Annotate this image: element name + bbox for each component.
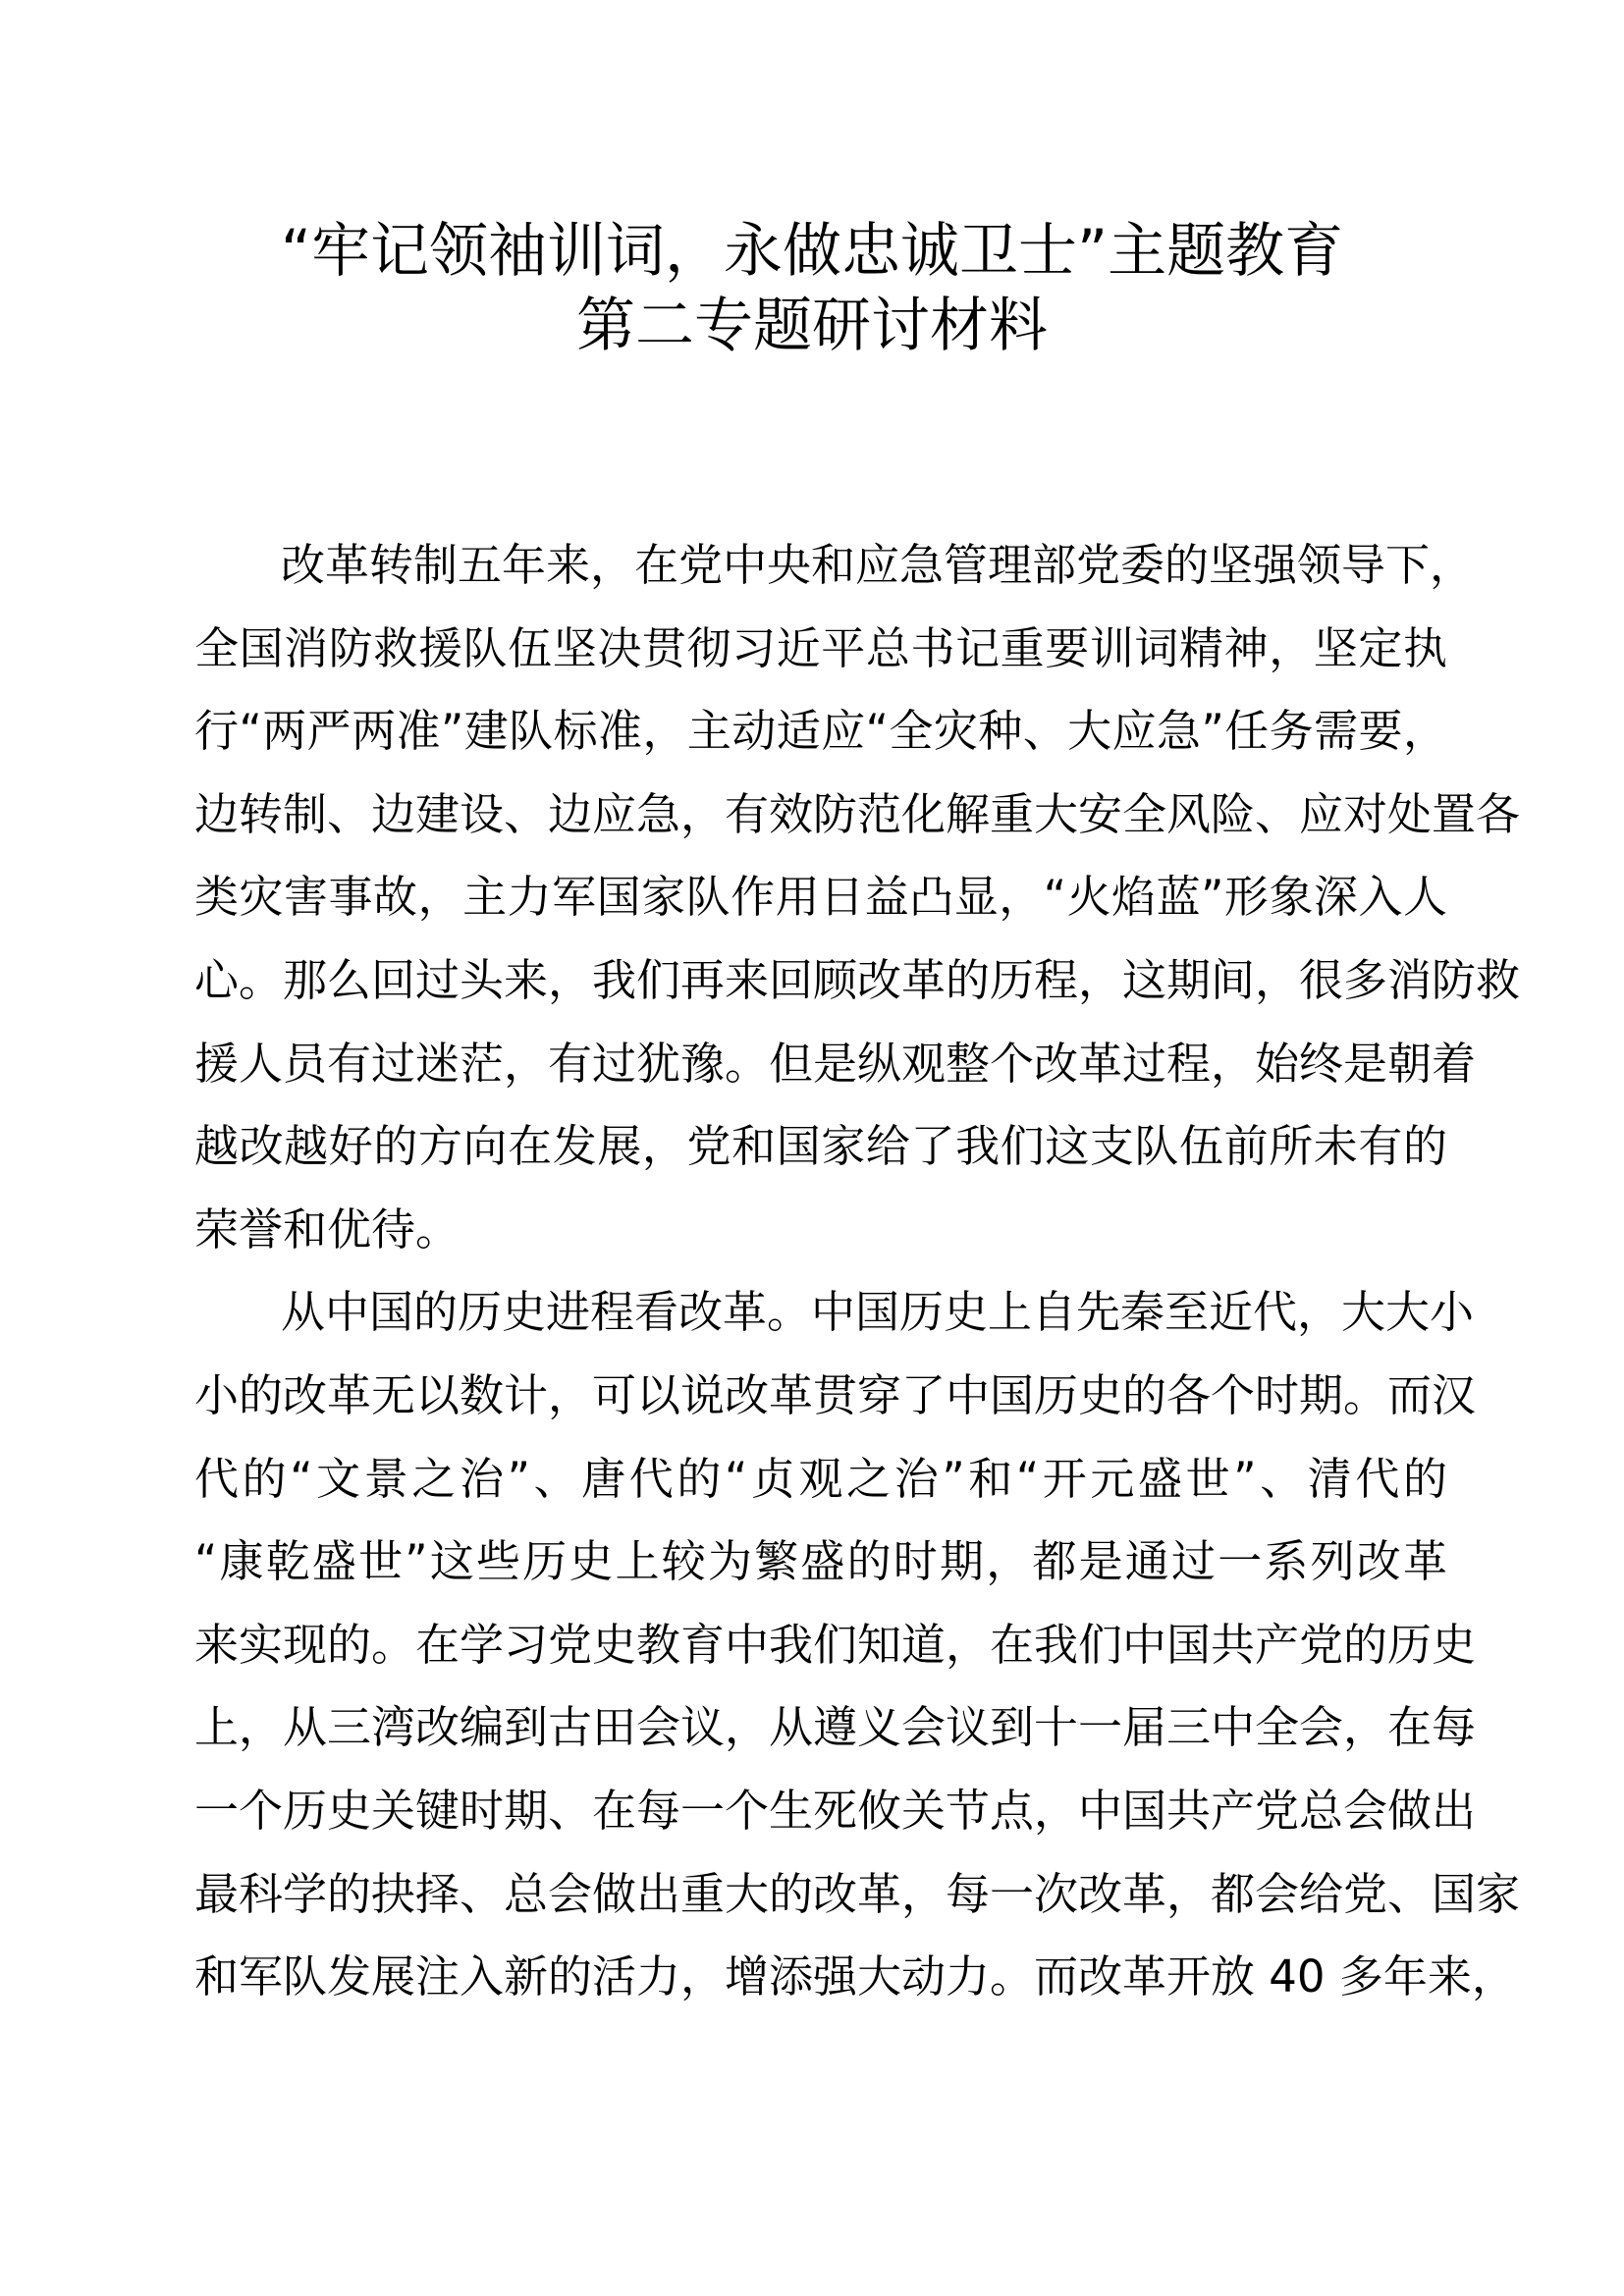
document-title-line-2: 第二专题研讨材料: [576, 292, 1048, 360]
document-body: [194, 524, 1521, 2019]
paragraph-line: 小的改革无以数计，可以说改革贯穿了中国历史的各个时期。而汉: [194, 1368, 1477, 1421]
paragraph-line: 援人员有过迷茫，有过犹豫。但是纵观整个改革过程，始终是朝着: [194, 1037, 1477, 1090]
paragraph-line: 上，从三湾改编到古田会议，从遵义会议到十一届三中全会，在每: [194, 1701, 1477, 1754]
paragraph-line: 代的“文景之治”、唐代的“贞观之治”和“开元盛世”、清代的: [194, 1452, 1447, 1505]
paragraph-1: [194, 524, 1521, 1271]
paragraph-line: 从中国的历史进程看改革。中国历史上自先秦至近代，大大小: [281, 1286, 1475, 1339]
paragraph-line: 心。那么回过头来，我们再来回顾改革的历程，这期间，很多消防救: [194, 953, 1521, 1006]
paragraph-line: 和军队发展注入新的活力，增添强大动力。而改革开放 40 多年来，: [194, 1950, 1516, 2003]
paragraph-line: 越改越好的方向在发展，党和国家给了我们这支队伍前所未有的: [194, 1120, 1447, 1173]
paragraph-2: [194, 1271, 1521, 2018]
document-title-line-1: “牢记领袖训词，永做忠诚卫士”主题教育: [280, 217, 1344, 286]
paragraph-line: 行“两严两准”建队标准，主动适应“全灾种、大应急”任务需要，: [194, 705, 1447, 758]
paragraph-line: 全国消防救援队伍坚决贯彻习近平总书记重要训词精神，坚定执: [194, 621, 1447, 674]
paragraph-line: 最科学的抉择、总会做出重大的改革，每一次改革，都会给党、国家: [194, 1867, 1521, 1920]
paragraph-line: 边转制、边建设、边应急，有效防范化解重大安全风险、应对处置各: [194, 787, 1521, 840]
paragraph-line: 类灾害事故，主力军国家队作用日益凸显，“火焰蓝”形象深入人: [194, 871, 1447, 924]
paragraph-line: 一个历史关键时期、在每一个生死攸关节点，中国共产党总会做出: [194, 1784, 1477, 1837]
paragraph-line: 来实现的。在学习党史教育中我们知道，在我们中国共产党的历史: [194, 1618, 1477, 1671]
paragraph-line: 荣誉和优待。: [194, 1202, 460, 1255]
paragraph-line: 改革转制五年来，在党中央和应急管理部党委的坚强领导下，: [281, 539, 1475, 591]
paragraph-line: “康乾盛世”这些历史上较为繁盛的时期，都是通过一系列改革: [194, 1535, 1447, 1588]
